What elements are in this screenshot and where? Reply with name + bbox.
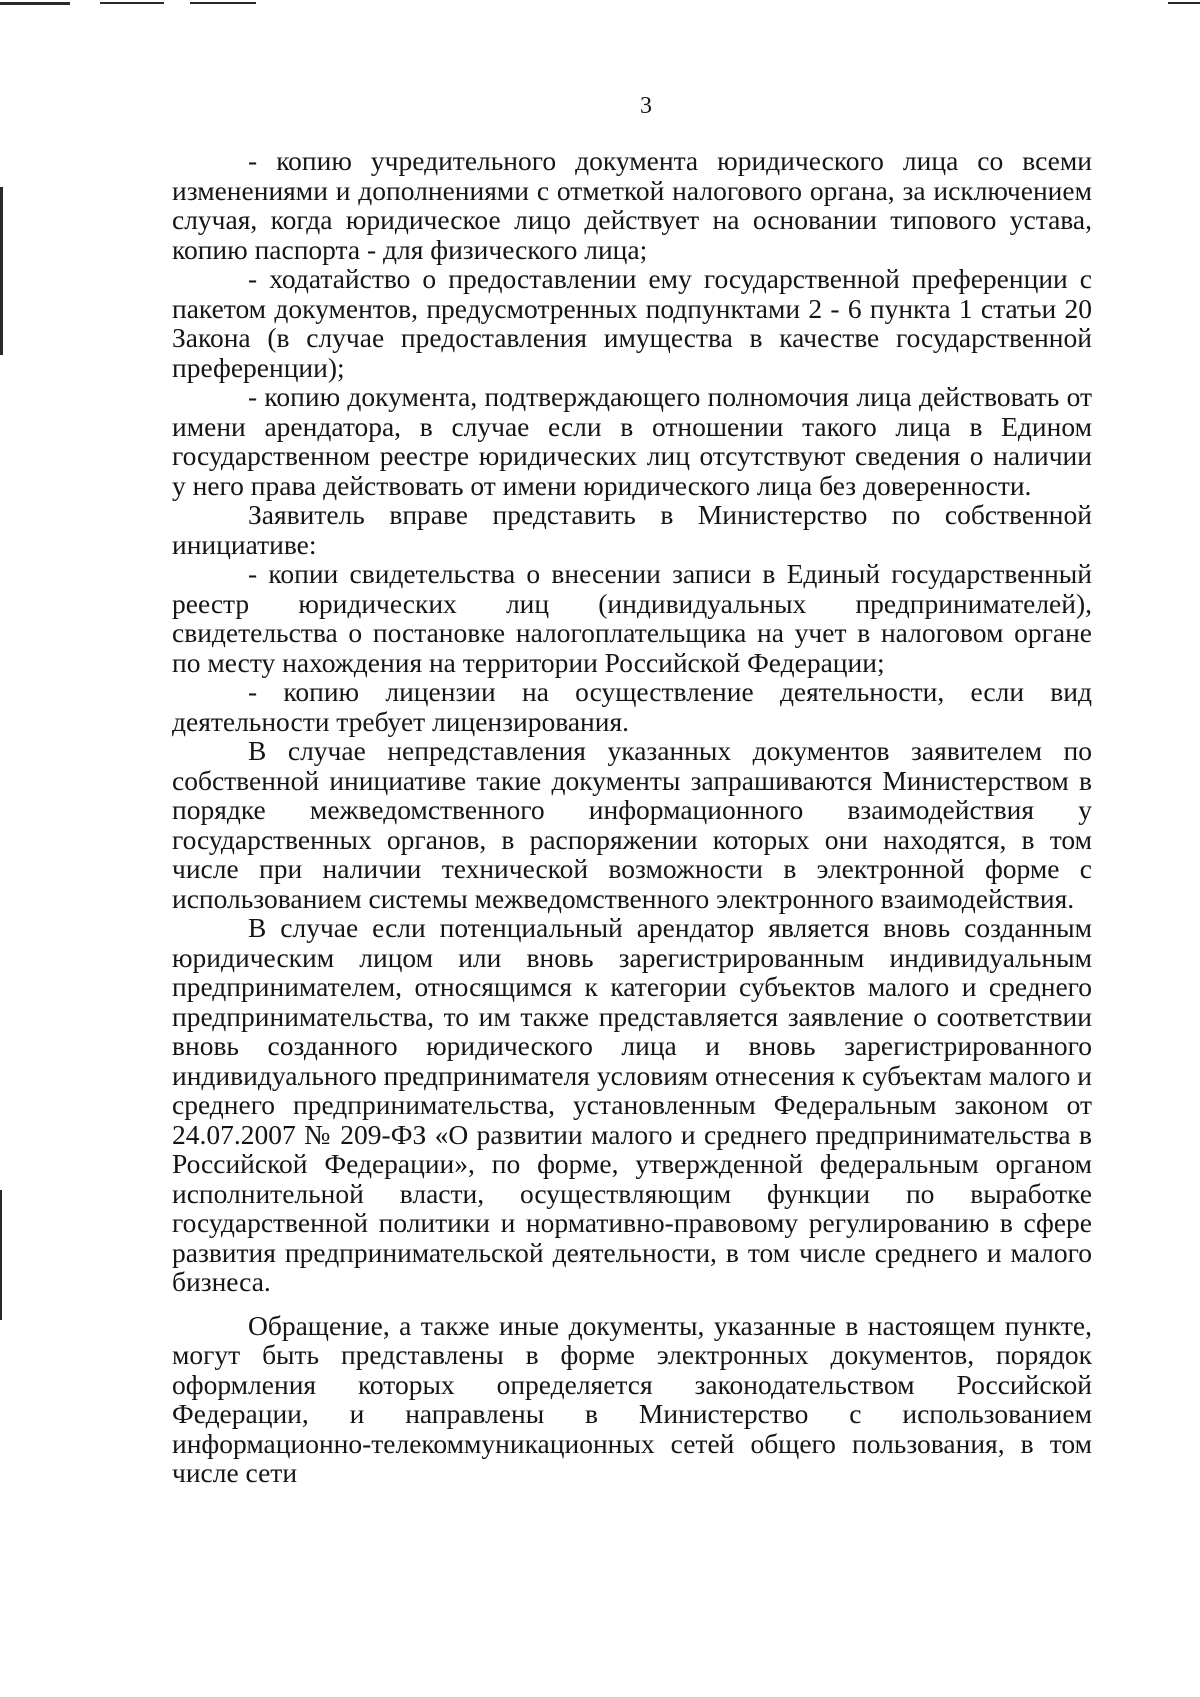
paragraph-authority-document: - копию документа, подтверждающего полномочия лица действовать от имени арендатора, в случае если в отношении такого лица в Едином государственном реестре юридических лиц отсутствуют сведения о наличии у него права действовать от имени юридического лица без доверенности.	[172, 381, 1092, 501]
paragraph-applicant-right: Заявитель вправе представить в Министерство по собственной инициативе:	[172, 499, 1092, 560]
paragraph-registry-certificate: - копии свидетельства о внесении записи в Единый государственный реестр юридических лиц (индивидуальных предпринимателей), свидетельства о постановке налогоплательщика на учет в налоговом органе по месту нахождения на территории Российской Федерации;	[172, 558, 1092, 678]
scan-mark-left-edge	[0, 187, 3, 355]
scan-mark-top-center-left	[100, 2, 164, 4]
scan-mark-left-edge-lower	[0, 1190, 2, 1320]
paragraph-license-copy: - копию лицензии на осуществление деятельности, если вид деятельности требует лицензирования.	[172, 676, 1092, 737]
paragraph-electronic-submission: Обращение, а также иные документы, указанные в настоящем пункте, могут быть представлены в форме электронных документов, порядок оформления которых определяется законодательством Российской Федерации, и направлены в Министерство с использованием информационно-телекоммуникационных сетей общего пользования, в том числе сети	[172, 1309, 1092, 1488]
page-number: 3	[640, 93, 652, 119]
paragraph-interagency-request: В случае непредставления указанных документов заявителем по собственной инициативе такие документы запрашиваются Министерством в порядке межведомственного информационного взаимодействия у государственных органов, в распоряжении которых они находятся, в том числе при наличии технической возможности в электронной форме с использованием системы межведомственного электронного взаимодействия.	[172, 735, 1092, 914]
scan-mark-top-right	[1168, 2, 1200, 4]
paragraph-sme-declaration: В случае если потенциальный арендатор является вновь созданным юридическим лицом или вновь зарегистрированным индивидуальным предпринимателем, относящимся к категории субъектов малого и среднего предпринимательства, то им также представляется заявление о соответствии вновь созданного юридического лица и вновь зарегистрированного индивидуального предпринимателя условиям отнесения к субъектам малого и среднего предпринимательства, установленным Федеральным законом от 24.07.2007 № 209-ФЗ «О развитии малого и среднего предпринимательства в Российской Федерации», по форме, утвержденной федеральным органом исполнительной власти, осуществляющим функции по выработке государственной политики и нормативно-правовому регулированию в сфере развития предпринимательской деятельности, в том числе среднего и малого бизнеса.	[172, 912, 1092, 1297]
paragraph-founding-document: - копию учредительного документа юридического лица со всеми изменениями и дополнениями с отметкой налогового органа, за исключением случая, когда юридическое лицо действует на основании типового устава, копию паспорта - для физического лица;	[172, 145, 1092, 265]
scan-mark-top-center	[190, 2, 256, 4]
scan-mark-top-left	[0, 2, 70, 5]
paragraph-preference-petition: - ходатайство о предоставлении ему государственной преференции с пакетом документов, предусмотренных подпунктами 2 - 6 пункта 1 статьи 20 Закона (в случае предоставления имущества в качестве государственной преференции);	[172, 263, 1092, 383]
document-body	[172, 146, 1092, 1488]
